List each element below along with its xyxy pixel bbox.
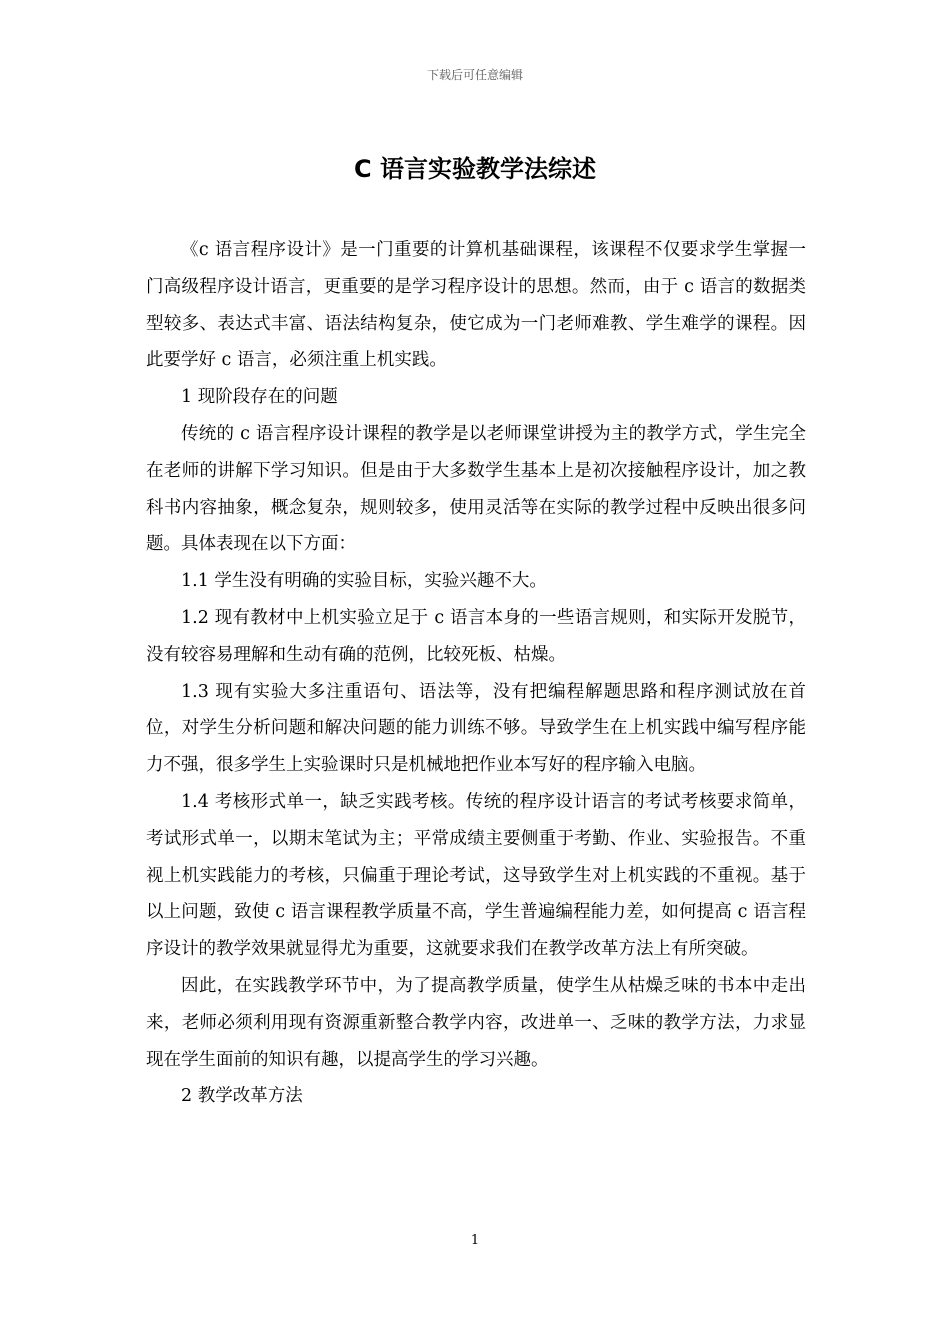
conclusion-paragraph: 因此，在实践教学环节中，为了提高教学质量，使学生从枯燥乏味的书本中走出来，老师必须利用现有资源重新整合教学内容，改进单一、乏味的教学方法，力求显现在学生面前的知识有趣，以提高学生的学习兴趣。 xyxy=(146,975,806,1070)
page-number: 1 xyxy=(470,1233,480,1248)
section-heading-1: 1 现阶段存在的问题 xyxy=(181,387,338,408)
item-1-3: 1.3 现有实验大多注重语句、语法等，没有把编程解题思路和程序测试放在首位，对学生分析问题和解决问题的能力训练不够。导致学生在上机实践中编写程序能力不强，很多学生上实验课时只是机械地把作业本写好的程序输入电脑。 xyxy=(146,681,806,776)
section-1-paragraph: 传统的 c 语言程序设计课程的教学是以老师课堂讲授为主的教学方式，学生完全在老师的讲解下学习知识。但是由于大多数学生基本上是初次接触程序设计，加之教科书内容抽象，概念复杂，规则较多，使用灵活等在实际的教学过程中反映出很多问题。具体表现在以下方面： xyxy=(146,423,806,555)
page-header-note: 下载后可任意编辑 xyxy=(426,68,523,82)
item-1-1: 1.1 学生没有明确的实验目标，实验兴趣不大。 xyxy=(181,571,547,592)
section-heading-2: 2 教学改革方法 xyxy=(181,1086,303,1107)
document-body xyxy=(146,232,806,1115)
document-title: C 语言实验教学法综述 xyxy=(354,155,596,183)
item-1-4: 1.4 考核形式单一，缺乏实践考核。传统的程序设计语言的考试考核要求简单，考试形式单一，以期末笔试为主；平常成绩主要侧重于考勤、作业、实验报告。不重视上机实践能力的考核，只偏重于理论考试，这导致学生对上机实践的不重视。基于以上问题，致使 c 语言课程教学质量不高，学生普遍编程能力差，如何提高 c 语言程序设计的教学效果就显得尤为重要，这就要求我们在教学改革方法上有所突破。 xyxy=(146,791,806,960)
intro-paragraph: 《c 语言程序设计》是一门重要的计算机基础课程，该课程不仅要求学生掌握一门高级程序设计语言，更重要的是学习程序设计的思想。然而，由于 c 语言的数据类型较多、表达式丰富、语法结构复杂，使它成为一门老师难教、学生难学的课程。因此要学好 c 语言，必须注重上机实践。 xyxy=(146,240,806,371)
item-1-2: 1.2 现有教材中上机实验立足于 c 语言本身的一些语言规则，和实际开发脱节，没有较容易理解和生动有确的范例，比较死板、枯燥。 xyxy=(146,607,806,665)
